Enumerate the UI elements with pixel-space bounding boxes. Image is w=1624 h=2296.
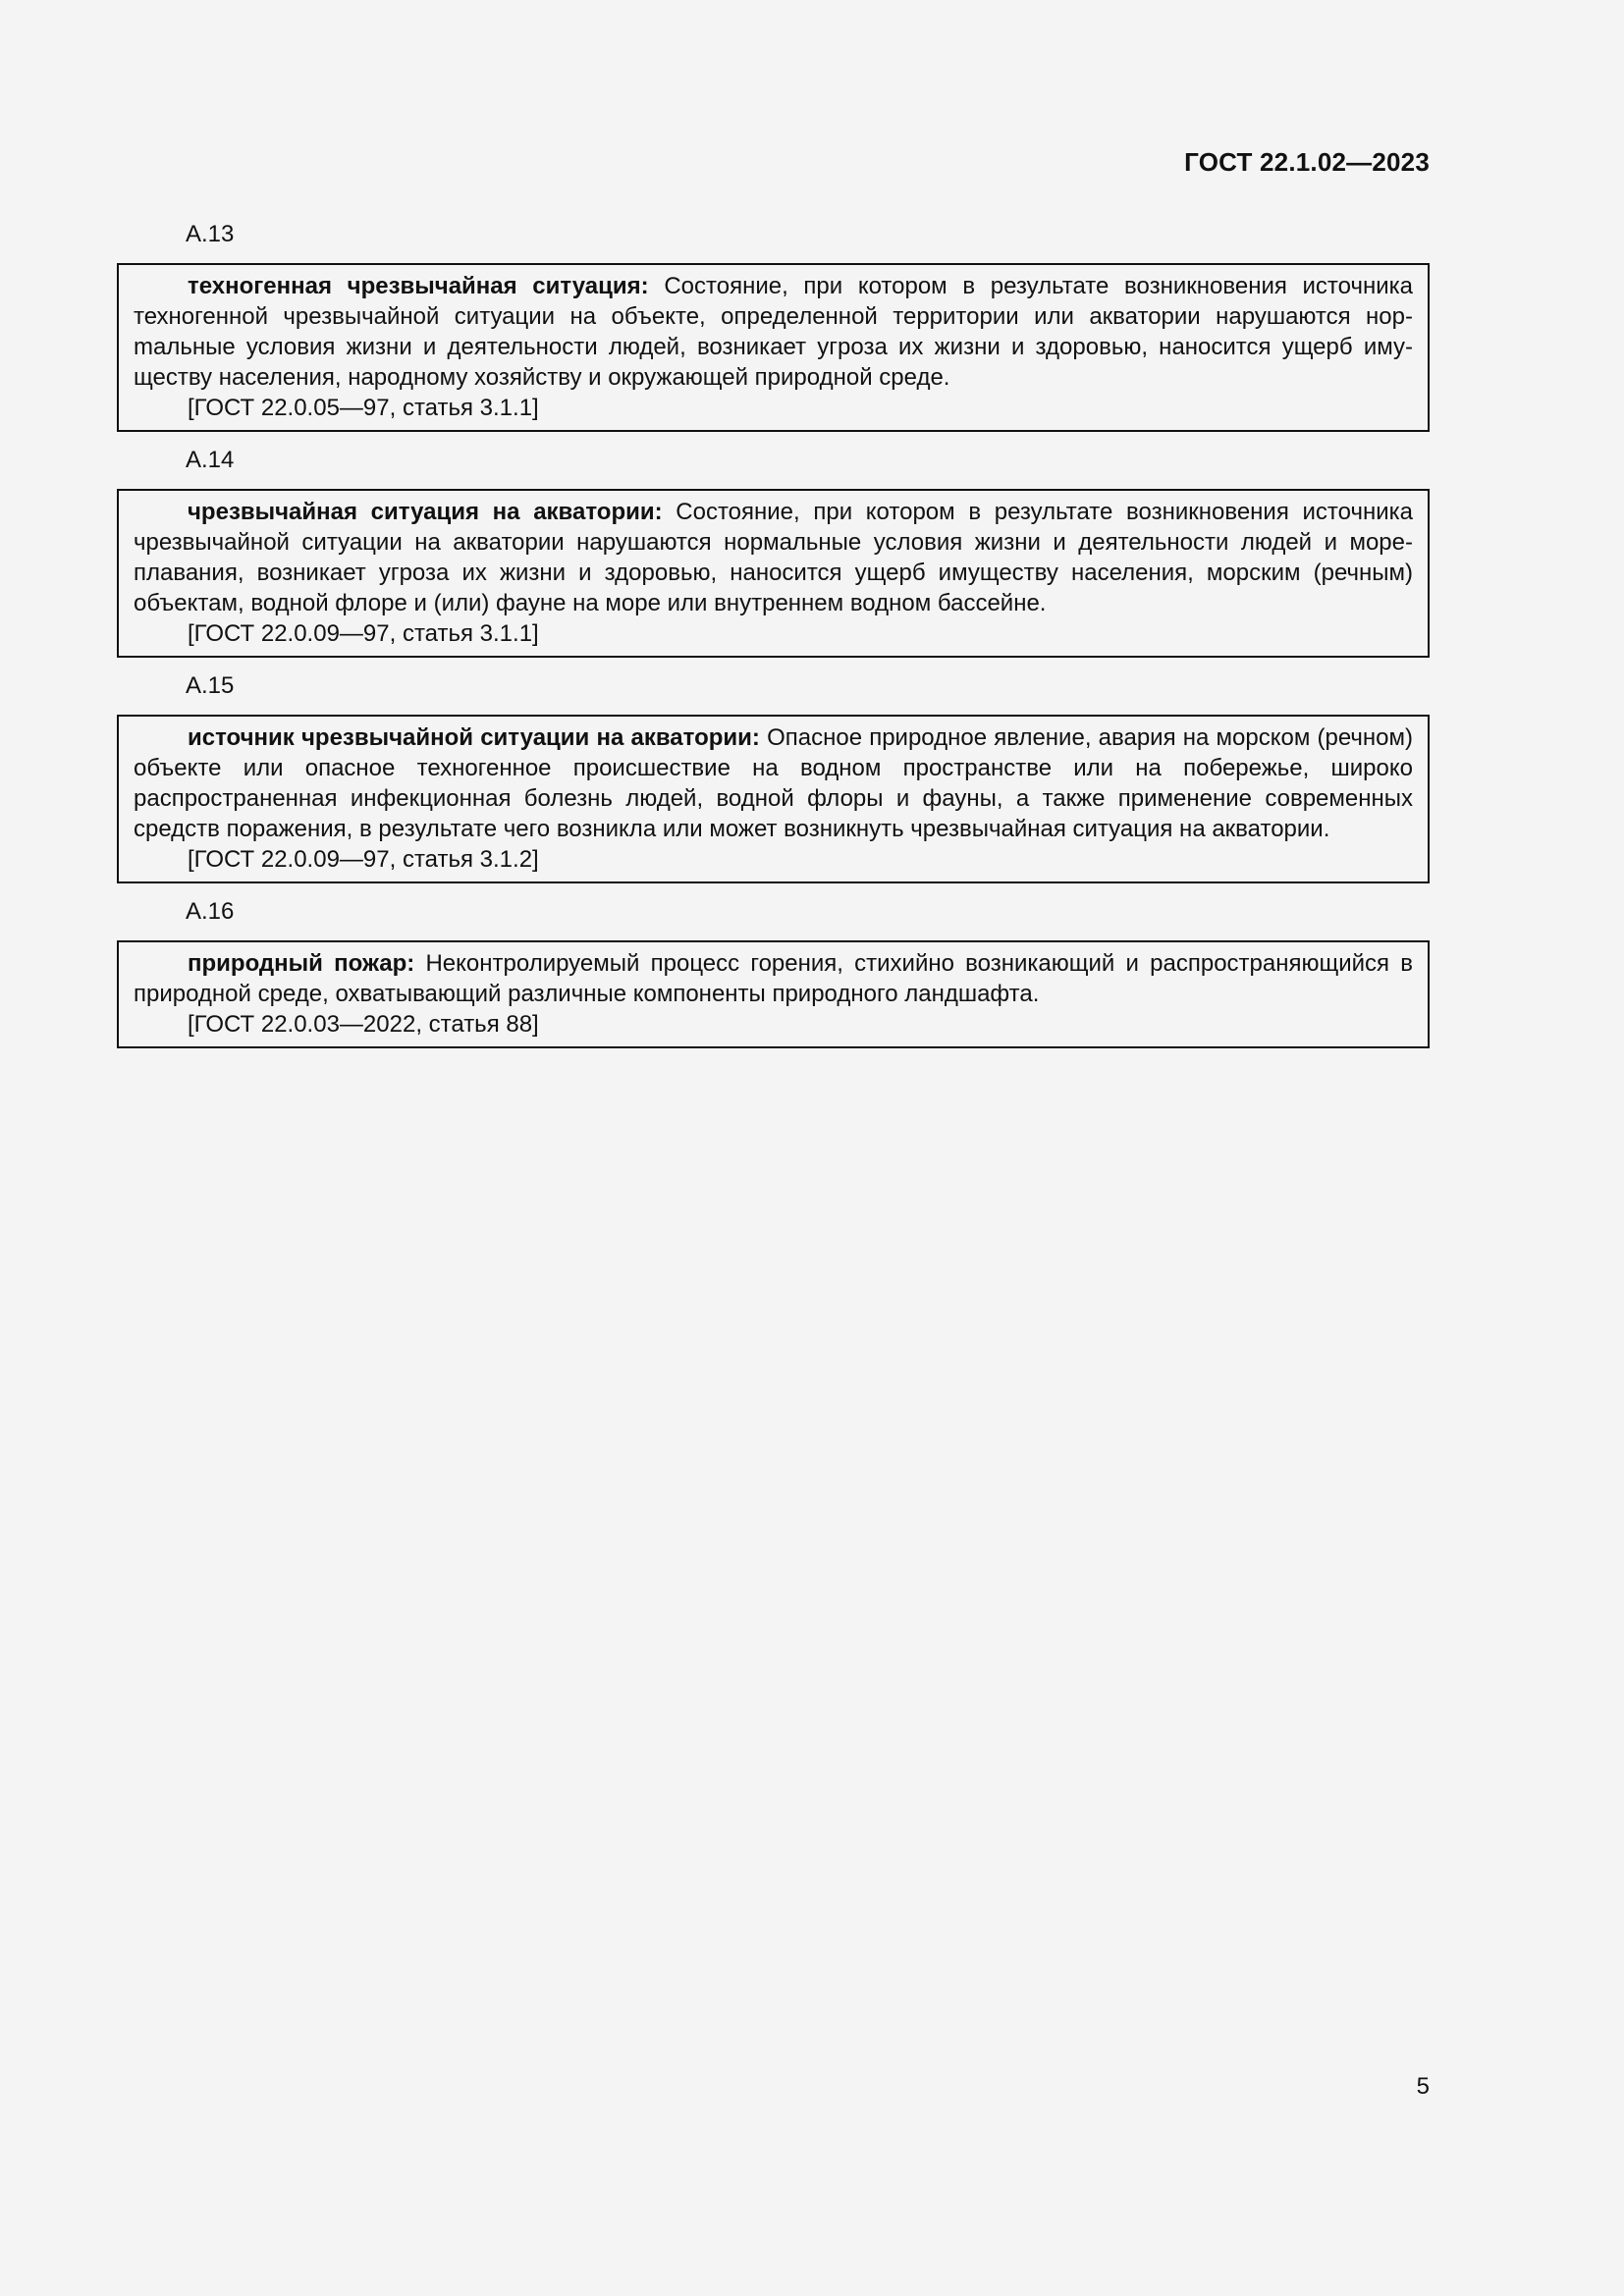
entry-number-a13: А.13 [186, 221, 235, 247]
term-source: [ГОСТ 22.0.09—97, статья 3.1.2] [188, 846, 539, 873]
term-box-a16 [117, 940, 1430, 1048]
term-definition: Неконтролируемый процесс горения, стихийно возникающий и распространяющийся в природной среде, охватывающий различные компоненты природного ландшафта. [134, 950, 1414, 1007]
term-definition: Состояние, при котором в результате возникновения источника чрезвычайной ситуации на акватории нарушаются нормальные условия жизни и деятельности людей и мореплавания, возникает угроза их жизни и здоровью, наносится ущерб имуществу населения, морским (речным) объектам, водной флоре и (или) фауне на море или внутреннем водном бассейне. [134, 499, 1413, 616]
definition-paragraph [134, 271, 1413, 393]
entry-number-a15: А.15 [186, 672, 235, 699]
term-name: техногенная чрезвычайная ситуация: [188, 273, 649, 299]
entry-number-a16: А.16 [186, 898, 235, 925]
term-definition: Состояние, при котором в результате возникновения источника техногенной чрезвычайной ситуации на объекте, определенной территории или акватории нарушаются норmальные условия жизни и деятельности людей, возникает угроза их жизни и здоровью, наносится ущерб имуществу населения, народному хозяйству и окружающей природной среде. [134, 273, 1414, 391]
term-box-a13 [117, 263, 1430, 432]
term-name: чрезвычайная ситуация на акватории: [188, 499, 663, 525]
definition-paragraph [134, 497, 1413, 618]
terms-list [117, 220, 1430, 1062]
entry-number-a14: А.14 [186, 447, 235, 473]
term-source: [ГОСТ 22.0.09—97, статья 3.1.1] [188, 620, 539, 647]
definition-paragraph [134, 722, 1413, 844]
term-definition: Опасное природное явление, авария на морском (речном) объекте или опасное техногенное происшествие на водном пространстве или на побережье, широко распространенная инфекционная болезнь людей, водной флоры и фауны, а также применение современных средств поражения, в результате чего возникла или может возникнуть чрезвычайная ситуация на акватории. [134, 724, 1414, 842]
definition-paragraph [134, 948, 1413, 1009]
term-name: источник чрезвычайной ситуации на акватории: [188, 724, 760, 751]
page-number: 5 [1416, 2073, 1430, 2100]
term-name: природный пожар: [188, 950, 415, 977]
term-source: [ГОСТ 22.0.05—97, статья 3.1.1] [188, 395, 539, 421]
document-code: ГОСТ 22.1.02—2023 [1184, 147, 1430, 177]
term-box-a14 [117, 489, 1430, 658]
term-box-a15 [117, 715, 1430, 883]
term-source: [ГОСТ 22.0.03—2022, статья 88] [188, 1011, 539, 1038]
